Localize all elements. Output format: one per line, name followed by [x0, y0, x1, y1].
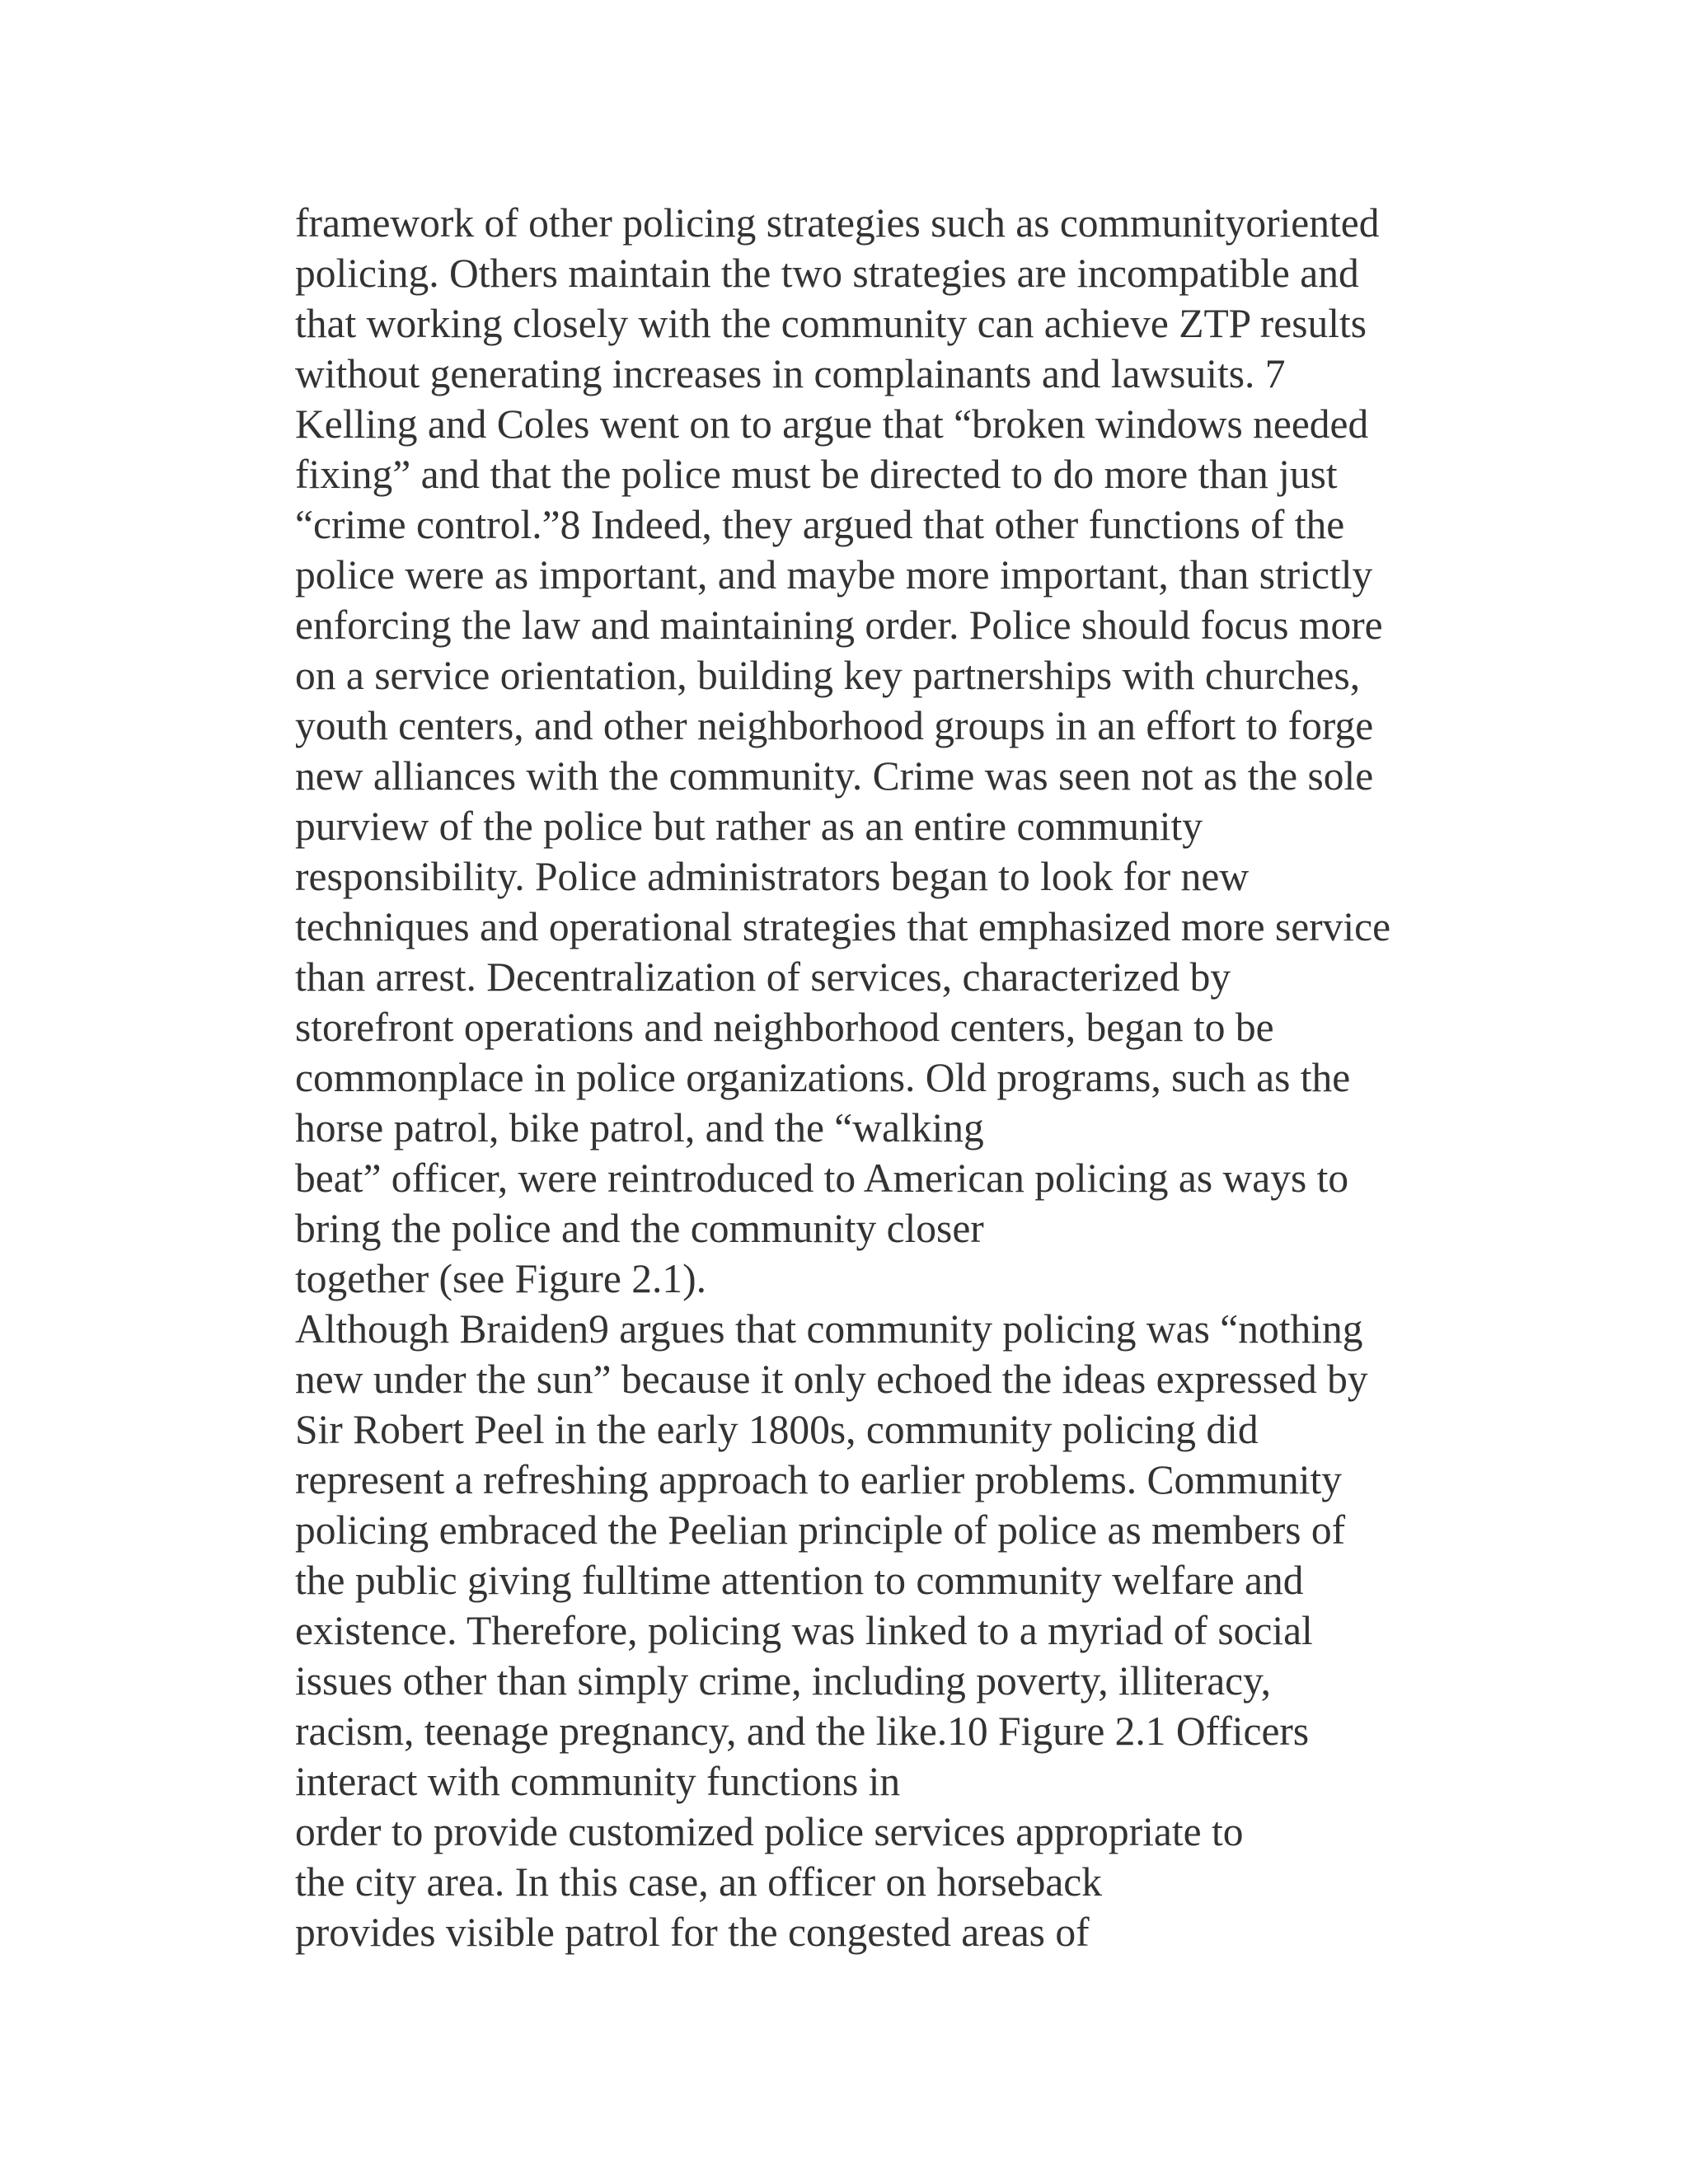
body-text	[295, 198, 1482, 1957]
text-line: new under the sun” because it only echoed the ideas expressed by	[295, 1357, 1368, 1402]
text-line: storefront operations and neighborhood centers, began to be	[295, 1005, 1274, 1050]
text-line: the public giving fulltime attention to community welfare and	[295, 1558, 1304, 1603]
text-line: Although Braiden9 argues that community policing was “nothing	[295, 1306, 1363, 1352]
text-line: horse patrol, bike patrol, and the “walking	[295, 1105, 984, 1151]
text-line: that working closely with the community can achieve ZTP results	[295, 301, 1367, 346]
text-line: beat” officer, were reintroduced to American policing as ways to	[295, 1155, 1349, 1201]
text-line: represent a refreshing approach to earlier problems. Community	[295, 1457, 1343, 1502]
text-line: new alliances with the community. Crime was seen not as the sole	[295, 753, 1374, 799]
text-line: “crime control.”8 Indeed, they argued that other functions of the	[295, 502, 1345, 547]
text-line: policing embraced the Peelian principle of police as members of	[295, 1507, 1346, 1553]
text-line: racism, teenage pregnancy, and the like.10 Figure 2.1 Officers	[295, 1708, 1310, 1754]
text-line: Sir Robert Peel in the early 1800s, community policing did	[295, 1407, 1259, 1452]
text-line: together (see Figure 2.1).	[295, 1256, 706, 1301]
text-line: policing. Others maintain the two strategies are incompatible and	[295, 251, 1359, 296]
text-line: commonplace in police organizations. Old programs, such as the	[295, 1055, 1351, 1100]
text-line: the city area. In this case, an officer on horseback	[295, 1859, 1103, 1905]
text-line: enforcing the law and maintaining order. Police should focus more	[295, 602, 1383, 648]
text-line: police were as important, and maybe more important, than strictly	[295, 552, 1373, 598]
text-line: techniques and operational strategies that emphasized more service	[295, 904, 1391, 949]
text-line: purview of the police but rather as an entire community	[295, 804, 1203, 849]
text-line: Kelling and Coles went on to argue that “broken windows needed	[295, 401, 1369, 447]
text-line: order to provide customized police services appropriate to	[295, 1809, 1244, 1854]
text-line: fixing” and that the police must be directed to do more than just	[295, 452, 1338, 497]
text-line: existence. Therefore, policing was linked to a myriad of social	[295, 1608, 1313, 1653]
text-line: bring the police and the community closer	[295, 1206, 984, 1251]
text-line: interact with community functions in	[295, 1759, 901, 1804]
text-line: youth centers, and other neighborhood groups in an effort to forge	[295, 703, 1374, 748]
text-line: without generating increases in complainants and lawsuits. 7	[295, 351, 1286, 396]
text-line: provides visible patrol for the congested areas of	[295, 1910, 1090, 1955]
text-line: responsibility. Police administrators began to look for new	[295, 854, 1250, 899]
text-line: on a service orientation, building key partnerships with churches,	[295, 653, 1361, 698]
text-line: framework of other policing strategies such as communityoriented	[295, 200, 1380, 246]
text-line: than arrest. Decentralization of services, characterized by	[295, 954, 1231, 1000]
text-line: issues other than simply crime, including poverty, illiteracy,	[295, 1658, 1272, 1704]
